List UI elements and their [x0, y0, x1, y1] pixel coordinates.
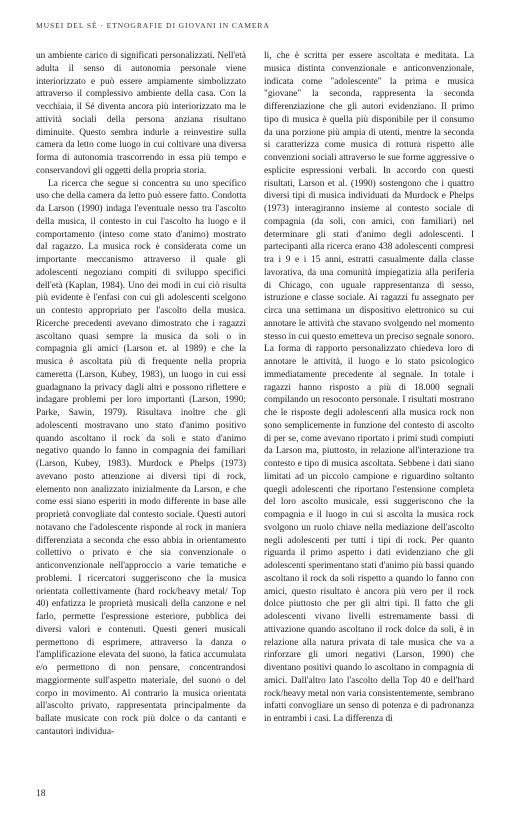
paragraph: un ambiente carico di significati personalizzati. Nell'età adulta il senso di autonomia personale viene interiorizzato e può essere ampiamente simbolizzato attraverso il complessivo ambiente della casa. Con la vecchiaia, il Sé diventa ancora più interiorizzato ma le attività sociali della persona anziana risultano diminuite. Questo sembra indurle a reinvestire sulla camera da letto come luogo in cui coltivare una diversa forma di autonomia trascorrendo in essa più tempo e conservandovi gli oggetti della propria storia. [36, 51, 246, 176]
paragraph: li, che è scritta per essere ascoltata e meditata. La musica distinta convenzionale e anticonvenzionale, indicata come "adolescente" la prima e musica "giovane" la seconda, rappresenta la seconda differenziazione che gli autori evidenziano. Il primo tipo di musica è quella più disponibile per il consumo da una porzione più ampia di utenti, mentre la seconda si caratterizza come musica di rottura rispetto alle convenzioni sociali attraverso le sue forme aggressive o esplicite espressioni verbali. In accordo con questi risultati, Larson et al. (1990) sostengono che i quattro diversi tipi di musica individuati da Murdock e Phelps (1973) interagiranno insieme al contesto sociale di compagnia (da soli, con amici, con familiari) nel determinare gli stati d'animo degli adolescenti. I partecipanti alla ricerca erano 438 adolescenti compresi tra i 9 e i 15 anni, estratti casualmente dalla classe lavorativa, da una comunità impiegatizia alla periferia di Chicago, con uguale rappresentanza di sesso, istruzione e classe sociale. Ai ragazzi fu assegnato per circa una settimana un dispositivo elettronico su cui annotare le attività che stavano svolgendo nel momento stesso in cui questo emetteva un preciso segnale sonoro. La forma di rapporto personalizzato chiedeva loro di annotare le attività, il luogo e lo stato psicologico immediatamente precedente al segnale. In totale i ragazzi hanno risposto a più di 18.000 segnali compilando un resoconto personale. I risultati mostrano che le risposte degli adolescenti alla musica rock non sono semplicemente in funzione del contesto di ascolto di per se, come avevano riportato i primi studi compiuti da Larson ma, piuttosto, in relazione all'interazione tra contesto e tipo di musica ascoltata. Sebbene i dati siano limitati ad un piccolo campione e riguardino soltanto quegli adolescenti che riportano l'estensione completa del loro ascolto musicale, essi suggeriscono che la compagnia e il luogo in cui si ascolta la musica rock svolgono un ruolo chiave nella mediazione dell'ascolto negli adolescenti per tutti i tipi di rock. Per quanto riguarda il primo aspetto i dati evidenziano che gli adolescenti sperimentano stati d'animo più bassi quando ascoltano il rock da soli rispetto a quando lo fanno con amici, questo risultato è ancora più vero per il rock dolce piuttosto che per gli altri tipi. Il fatto che gli adolescenti vivano livelli estremamente bassi di attivazione quando ascoltano il rock dolce da soli, è in relazione alla natura privata di tale musica che va a rinforzare gli umori negativi (Larson, 1990) che diventano positivi quando lo ascoltano in compagnia di amici. Dall'altro lato l'ascolto della Top 40 e dell'hard rock/heavy metal non varia consistentemente, sembrano infatti convogliare un senso di potenza e di padronanza in entrambi i casi. La differenza di [264, 51, 474, 724]
right-text-column [264, 50, 474, 726]
running-header: MUSEI DEL SÉ · ETNOGRAFIE DI GIOVANI IN CAMERA [36, 21, 270, 30]
page-number: 18 [36, 789, 46, 799]
paragraph: La ricerca che segue si concentra su uno specifico uso che della camera da letto può essere fatto. Condotta da Larson (1990) indaga l'eventuale nesso tra l'ascolto della musica, il contesto in cui l'ascolto ha luogo e il comportamento (inteso come stato d'animo) mostrato dal ragazzo. La musica rock è considerata come un importante meccanismo attraverso il quale gli adolescenti negoziano compiti di sviluppo specifici dell'età (Kaplan, 1984). Uno dei modi in cui ciò risulta più evidente è l'enfasi con cui gli adolescenti scelgono un contesto appropriato per l'ascolto della musica. Ricerche precedenti avevano dimostrato che i ragazzi ascoltano quasi sempre la musica da soli o in compagnia gli amici (Larson et. al 1989) e che la musica è ascoltata più di frequente nella propria cameretta (Larson, Kubey, 1983), un luogo in cui essi guadagnano la privacy dagli altri e possono riflettere e indagare problemi per loro importanti (Larson, 1990; Parke, Sawin, 1979). Risultava inoltre che gli adolescenti mostravano uno stato d'animo positivo quando ascoltano il rock da soli e stato d'animo negativo quando lo fanno in compagnia dei familiari (Larson, Kubey, 1983). Murdock e Phelps (1973) avevano posto attenzione ai diversi tipi di rock, elemento non analizzato inizialmente da Larson, e che come essi siano esperiti in modo differente in base alle proprietà convogliate dal contesto sociale. Questi autori notavano che l'adolescente risponde al rock in maniera differenziata a seconda che esso abbia in orientamento collettivo o privato e che sia convenzionale o anticonvenzionale nell'approccio a varie tematiche e problemi. I ricercatori suggeriscono che la musica orientata collettivamente (hard rock/heavy metal/ Top 40) enfatizza le proprietà musicali della canzone e nel farlo, permette l'espressione esteriore, pubblica dei diversi valori e contenuti. Questi generi musicali permettono di esprimere, attraverso la danza o l'amplificazione elevata del suono, la fatica accumulata e/o permettono di non pensare, concentrandosi maggiormente sull'aspetto materiale, del suono o del corpo in movimento. Al contrario la musica orientata all'ascolto privato, rappresentata principalmente da ballate musicate con rock più dolce o da cantanti e cantautori individua- [36, 178, 246, 737]
left-text-column [36, 50, 246, 739]
